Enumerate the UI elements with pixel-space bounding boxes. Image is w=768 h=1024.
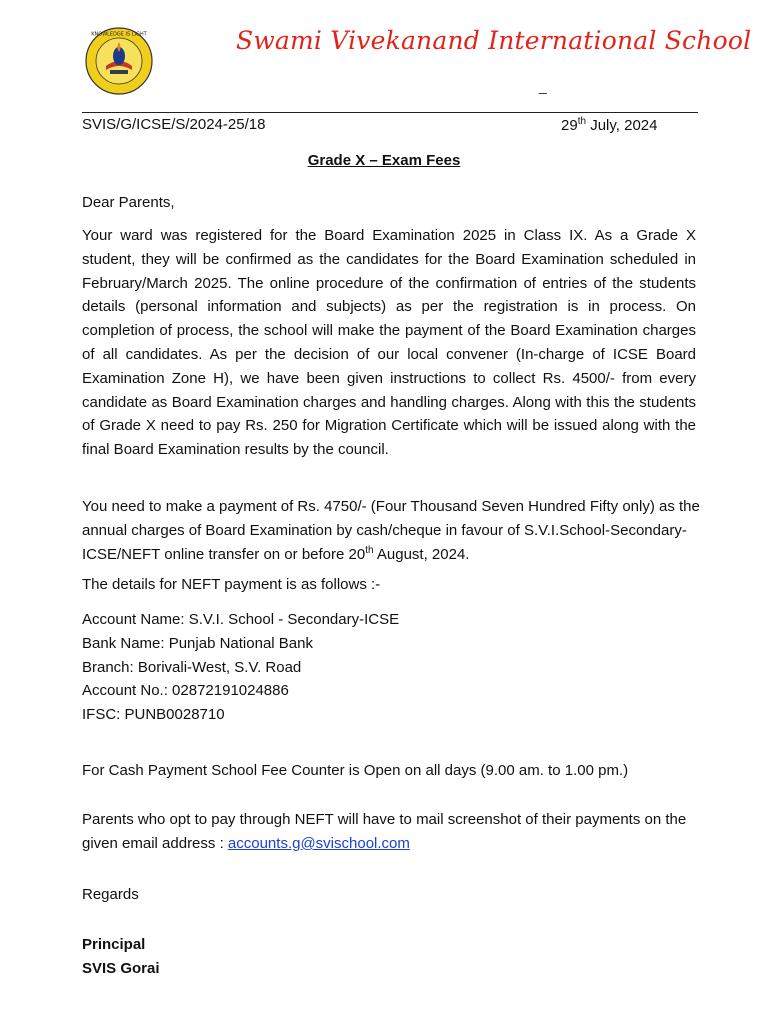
account-name: Account Name: S.V.I. School - Secondary-ICSE [82, 611, 400, 628]
signature-org: SVIS Gorai [82, 959, 160, 977]
bank-name: Bank Name: Punjab National Bank [82, 634, 313, 652]
school-logo [84, 26, 154, 96]
greeting: Dear Parents, [82, 194, 175, 211]
branch: Branch: Borivali-West, S.V. Road [82, 658, 302, 676]
letter-subject: Grade X – Exam Fees [307, 152, 461, 169]
school-name: Swami Vivekanand International School [236, 26, 752, 55]
paragraph-registration: Your ward was registered for the Board Examination 2025 in Class IX. As a Grade X student, they will be confirmed as the candidates for the Board Examination scheduled in February/March 2025. The online procedure of the confirmation of entries of the students details (personal information and subjects) as per the registration is in process. On completion of process, the school will make the payment of the Board Examination charges of all candidates. As per the decision of our local convener (In-charge of ICSE Board Examination Zone H), we have been given instructions to collect Rs. 4500/- from every candidate as Board Examination charges and handling charges. Along with this the students of Grade X need to pay Rs. 250 for Migration Certificate which will be issued along with the final Board Examination results by the council. [82, 227, 696, 459]
account-number: Account No.: 02872191024886 [82, 682, 289, 700]
header-dash: _ [539, 78, 547, 94]
regards: Regards [82, 886, 139, 903]
reference-number: SVIS/G/ICSE/S/2024-25/18 [82, 116, 266, 133]
logo-text: KNOWLEDGE IS LIGHT [91, 31, 147, 38]
bank-details [82, 608, 399, 727]
cash-payment-note: For Cash Payment School Fee Counter is Open on all days (9.00 am. to 1.00 pm.) [82, 762, 629, 779]
signature-title: Principal [82, 936, 146, 953]
neft-mail-note: Parents who opt to pay through NEFT will have to mail screenshot of their payments on the given email address : accounts.g@svischool.com [82, 811, 687, 852]
neft-intro: The details for NEFT payment is as follows :- [82, 576, 381, 593]
ifsc-code: IFSC: PUNB0028710 [82, 706, 225, 724]
letter-date: 29th July, 2024 [561, 116, 658, 134]
email-link[interactable]: accounts.g@svischool.com [227, 834, 410, 852]
paragraph-payment: You need to make a payment of Rs. 4750/- (Four Thousand Seven Hundred Fifty only) as the annual charges of Board Examination by cash/cheque in favour of S.V.I.School-Secondary-ICSE/NEFT online transfer on or before 20th August, 2024. [82, 498, 700, 563]
header-divider [82, 112, 698, 113]
signature-block [82, 933, 160, 981]
